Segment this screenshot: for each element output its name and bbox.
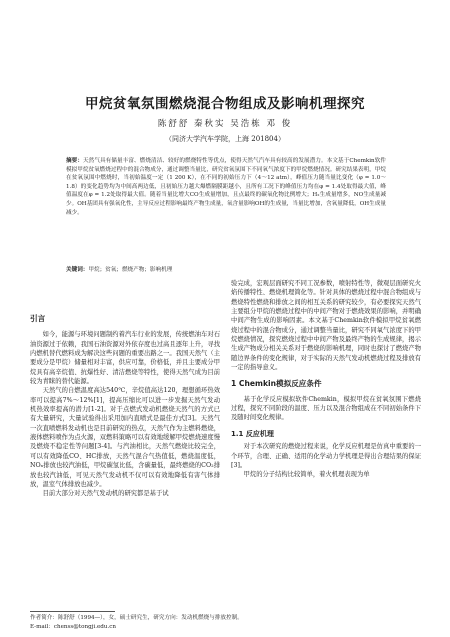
body-paragraph: 目前大部分对天然气发动机的研究都是基于试 [42,490,169,498]
body-paragraph: 对于本次研究的燃烧过程来说，化学反应机理是仿真中重要的一个环节，合理、正确、适用的化学动力学机理是得出合理结果的保证[3]。 [231,443,421,469]
keywords-label: 关键词： [66,267,89,273]
paper-title: 甲烷贫氧氛围燃烧混合物组成及影响机理探究 [85,96,365,112]
body-paragraph: 基于化学反应模拟软件Chemkin，模拟甲烷在贫氧氛围下燃烧过程，探究不同阶段的温度、压力以及混合物组成在不同初始条件下及随时间变化规律。 [231,395,421,422]
keywords-text: 甲烷；贫氧；燃烧产物；影响机理 [88,267,173,273]
keywords [66,266,386,274]
footnote-email: E-mail：chenss@tongji.edu.cn [30,623,116,630]
footnote-author: 作者简介：陈舒舒（1994—），女，硕士研究生，研究方向：发动机燃烧与排放控制。 [30,615,243,621]
section-heading-intro: 引言 [30,314,46,323]
footnote [30,614,420,632]
left-column [30,280,220,499]
body-paragraph: 甲烷的分子结构比较简单，着火机理表现为单 [243,471,370,479]
authors: 陈舒舒 秦秋实 吴浩栋 邓 俊 [157,119,293,129]
abstract-text: 天然气具有储量丰富、燃烧清洁、较好的燃烧特性等优点，使得天然气汽车具有较高的发展潜力。本文基于Chemkin软件模拟甲烷贫氧燃烧过程中的混合物成分，通过调整当量比，研究贫氧氛围下不同氧气浓度下的甲烷燃烧情况。研究结果表明，甲烷在贫氧氛围中燃烧时，当初始温度一定（1 200 K），在不同的初始压力下（4～12 atm），峰值压力随当量比变化（φ = 1.0～1.8）的变化趋势均为中间高两边低，且初始压力越大爆燃隔膜距越小，且所有工况下的峰值压力均在φ = 1.4处取得最大值，峰值温度在φ = 1.2处取得最大值。随着当量比增大CO生成量增加，且点最终的碳氧化物比例增大；H₂生成量增多，NO生成量减少。OH基团具有强氧化性，主导反应过程影响最终产物生成量，氧含量影响OH的生成量，当量比增加，含氧量降低，OH生成量减少。 [66,158,386,216]
section-heading-1-1: 1.1 反应机理 [231,429,274,438]
abstract-label: 摘要： [66,158,84,164]
affiliation: （同济大学汽车学院，上海 201804） [165,135,285,143]
footnote-rule [30,611,115,612]
body-paragraph: 验完成，宏观层面研究不同工况参数，喷射特性等，微观层面研究火焰传播特性、燃烧机理简化等。针对具体的燃烧过程中混合物组成与燃烧特性燃烧和排放之间的相互关系的研究较少，有必要探究天然气主要组分甲烷的燃烧过程中的中间产物对于燃烧效果的影响，并明确中间产物生成的影响因素。本文基于Chemkin软件模拟甲烷贫氧燃烧过程中的混合物成分，通过调整当量比，研究不同氧气浓度下的甲烷燃烧情况，探究燃烧过程中中间产物及最终产物的生成规律，揭示生成产物成分相关关系对于燃烧的影响机理，同时也探讨了燃烧产物随边界条件的变化规律，对于实际的天然气发动机燃烧过程及排放有一定的指导意义。 [231,280,421,372]
body-paragraph: 天然气的自燃温度高达540℃，辛烷值高达120，理想循环热效率可以提高7%～12%[1]，提高压缩比可以进一步发掘天然气发动机热效率提高的潜力[1-2]。对于点燃式发动机燃烧天然气的方式已有大量研究，大量试验得出采用加内直喷式是最佳方式[3]。天然气一次直喷燃料发动机也是目前研究的热点，天然气作为主燃料燃烧，液体燃料喷作为点火源，双燃料策略可以有效地缓解甲烷燃烧速度慢及燃烧不稳定性等问题[3-4]。与汽油相比，天然气燃烧比较完全，可以有效降低CO、HC排放，天然气混合气热值低，燃烧温度低，NOₓ排放也较汽油低，甲烷碳氢比低，含碳量低，最终燃烧的CO₂排放也较汽油低，可见天然气发动机不仅可以有效地降低有害气体排放，温室气体排放也减少。 [30,387,220,488]
body-paragraph: 如今，能源与环境问题制约着汽车行业的发展，传统燃油车对石油资源过于依赖，我国石油资源对外依存度也过高且逐年上升，寻找内燃机替代燃料成为解决这些问题的重要出路之一。我国天然气（主要成分是甲烷）储量相对丰富，供应可靠，价格低，并且主要成分甲烷具有高辛烷值、抗爆性好、清洁燃烧等特性，使得天然气成为目前较为青睐的替代能源。 [30,331,220,386]
abstract [66,157,386,217]
section-heading-1: 1 Chemkin模拟反应条件 [231,379,322,389]
right-column [231,279,421,480]
